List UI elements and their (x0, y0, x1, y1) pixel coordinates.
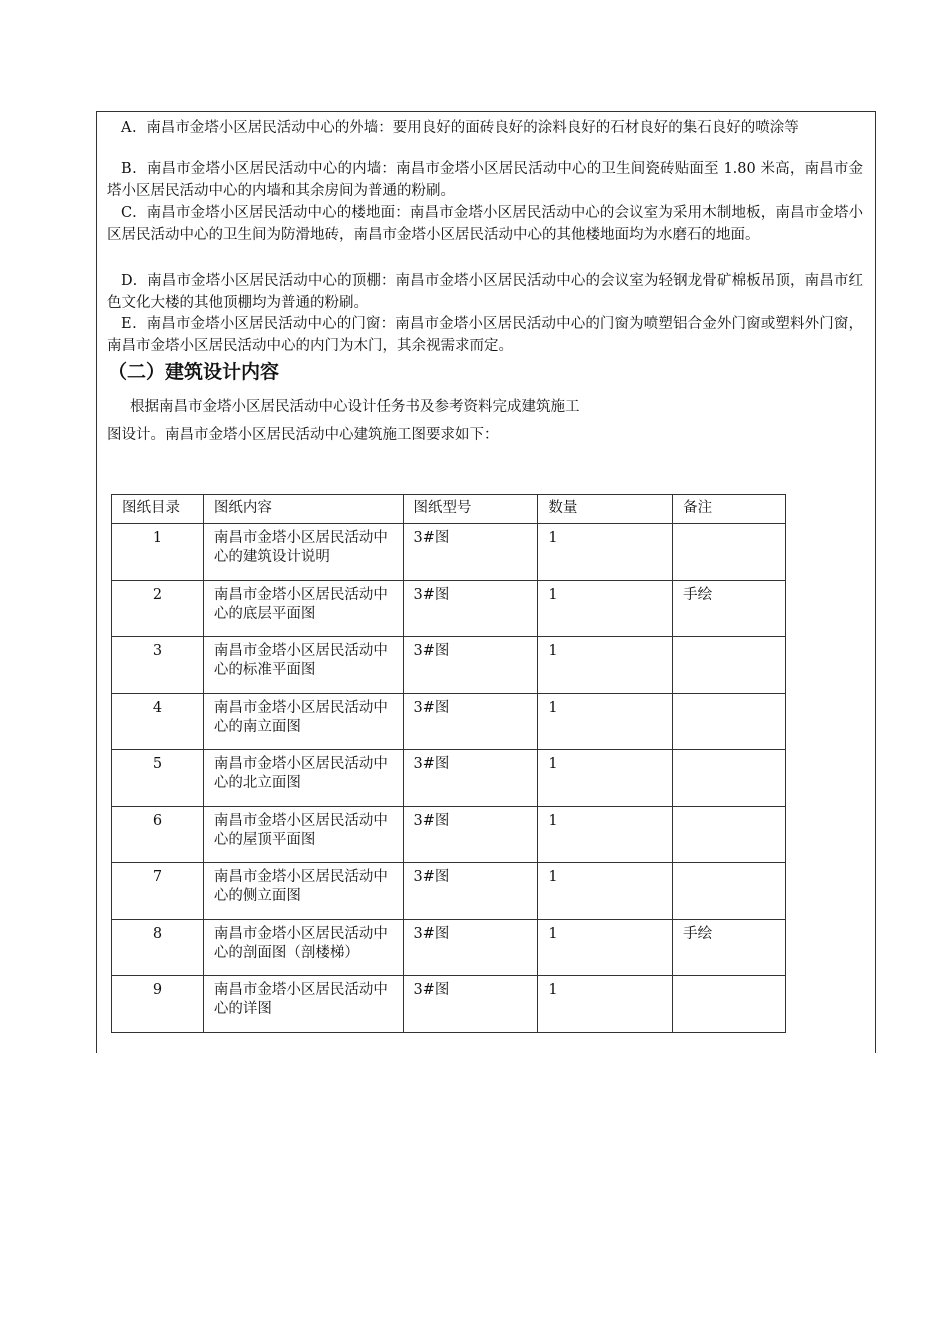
cell-content: 南昌市金塔小区居民活动中心的侧立面图 (203, 863, 403, 920)
item-label: B. (121, 161, 138, 177)
table-row (112, 863, 786, 920)
cell-no: 3 (112, 637, 204, 694)
header-catalog: 图纸目录 (112, 495, 204, 524)
item-label: C. (121, 205, 138, 221)
cell-note (673, 750, 786, 807)
cell-content: 南昌市金塔小区居民活动中心的标准平面图 (203, 637, 403, 694)
cell-qty: 1 (538, 919, 673, 976)
cell-qty: 1 (538, 524, 673, 581)
item-text: 南昌市金塔小区居民活动中心的门窗：南昌市金塔小区居民活动中心的门窗为喷塑铝合金外门窗或塑料外门窗，南昌市金塔小区居民活动中心的内门为木门，其余视需求而定。 (107, 316, 864, 354)
table-row (112, 637, 786, 694)
cell-qty: 1 (538, 806, 673, 863)
cell-size: 3#图 (403, 524, 538, 581)
cell-content: 南昌市金塔小区居民活动中心的南立面图 (203, 693, 403, 750)
cell-no: 6 (112, 806, 204, 863)
cell-note: 手绘 (673, 919, 786, 976)
table-row (112, 750, 786, 807)
cell-no: 7 (112, 863, 204, 920)
cell-content: 南昌市金塔小区居民活动中心的详图 (203, 976, 403, 1033)
drawing-list-table (111, 494, 786, 1033)
material-item-doors-windows (107, 313, 863, 357)
item-label: E. (121, 316, 138, 332)
table-header-row (112, 495, 786, 524)
table-row (112, 806, 786, 863)
cell-qty: 1 (538, 580, 673, 637)
cell-note (673, 524, 786, 581)
cell-note: 手绘 (673, 580, 786, 637)
cell-no: 9 (112, 976, 204, 1033)
cell-size: 3#图 (403, 919, 538, 976)
cell-no: 2 (112, 580, 204, 637)
cell-size: 3#图 (403, 976, 538, 1033)
cell-size: 3#图 (403, 693, 538, 750)
cell-no: 1 (112, 524, 204, 581)
header-size: 图纸型号 (403, 495, 538, 524)
cell-content: 南昌市金塔小区居民活动中心的底层平面图 (203, 580, 403, 637)
cell-note (673, 693, 786, 750)
item-label: A. (121, 120, 138, 136)
cell-no: 5 (112, 750, 204, 807)
item-label: D. (121, 273, 138, 289)
header-remarks: 备注 (673, 495, 786, 524)
material-item-exterior-wall (107, 117, 863, 139)
cell-no: 4 (112, 693, 204, 750)
item-text: 南昌市金塔小区居民活动中心的内墙：南昌市金塔小区居民活动中心的卫生间瓷砖贴面至 1.80 米高，南昌市金塔小区居民活动中心的内墙和其余房间为普通的粉刷。 (107, 161, 864, 199)
cell-size: 3#图 (403, 863, 538, 920)
table-row (112, 524, 786, 581)
section-intro-line1: 根据南昌市金塔小区居民活动中心设计任务书及参考资料完成建筑施工 (130, 399, 580, 415)
cell-qty: 1 (538, 750, 673, 807)
section-intro-line2: 图设计。南昌市金塔小区居民活动中心建筑施工图要求如下： (107, 427, 499, 443)
cell-qty: 1 (538, 637, 673, 694)
material-item-ceiling (107, 270, 863, 314)
header-content: 图纸内容 (203, 495, 403, 524)
cell-content: 南昌市金塔小区居民活动中心的屋顶平面图 (203, 806, 403, 863)
cell-size: 3#图 (403, 580, 538, 637)
table-row (112, 580, 786, 637)
cell-size: 3#图 (403, 750, 538, 807)
table-row (112, 693, 786, 750)
item-text: 南昌市金塔小区居民活动中心的顶棚：南昌市金塔小区居民活动中心的会议室为轻钢龙骨矿棉板吊顶，南昌市红色文化大楼的其他顶棚均为普通的粉刷。 (107, 273, 864, 311)
material-item-floor (107, 202, 863, 246)
cell-content: 南昌市金塔小区居民活动中心的剖面图（剖楼梯） (203, 919, 403, 976)
section-heading: （二）建筑设计内容 (108, 361, 280, 383)
cell-note (673, 806, 786, 863)
cell-content: 南昌市金塔小区居民活动中心的建筑设计说明 (203, 524, 403, 581)
header-quantity: 数量 (538, 495, 673, 524)
cell-note (673, 863, 786, 920)
cell-size: 3#图 (403, 637, 538, 694)
cell-no: 8 (112, 919, 204, 976)
table-row (112, 976, 786, 1033)
cell-size: 3#图 (403, 806, 538, 863)
cell-qty: 1 (538, 976, 673, 1033)
cell-qty: 1 (538, 693, 673, 750)
table-row (112, 919, 786, 976)
cell-note (673, 637, 786, 694)
cell-content: 南昌市金塔小区居民活动中心的北立面图 (203, 750, 403, 807)
item-text: 南昌市金塔小区居民活动中心的外墙：要用良好的面砖良好的涂料良好的石材良好的集石良好的喷涂等 (146, 120, 799, 136)
item-text: 南昌市金塔小区居民活动中心的楼地面：南昌市金塔小区居民活动中心的会议室为采用木制地板，南昌市金塔小区居民活动中心的卫生间为防滑地砖，南昌市金塔小区居民活动中心的其他楼地面均为水磨石的地面。 (107, 205, 864, 243)
cell-qty: 1 (538, 863, 673, 920)
material-item-interior-wall (107, 158, 863, 202)
cell-note (673, 976, 786, 1033)
